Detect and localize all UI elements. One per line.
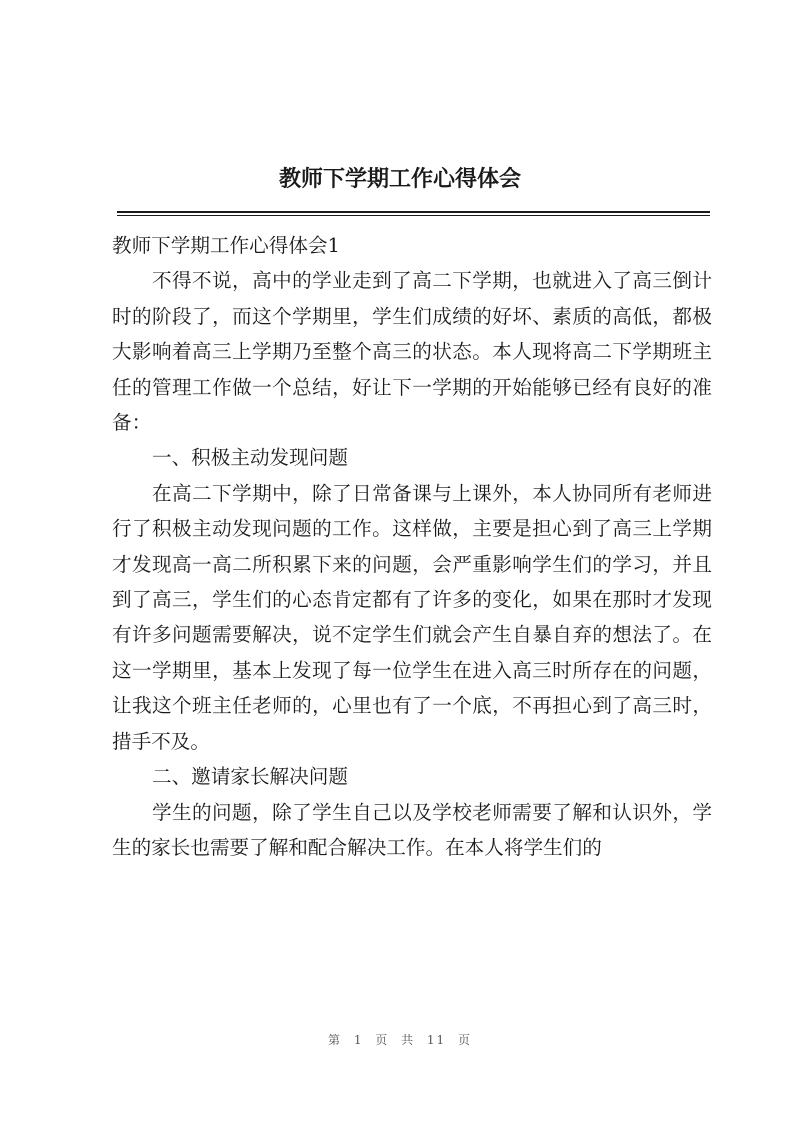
heading-2: 二、邀请家长解决问题 — [152, 765, 348, 789]
paragraph-1: 在高二下学期中，除了日常备课与上课外，本人协同所有老师进行了积极主动发现问题的工作。这样做，主要是担心到了高三上学期才发现高一高二所积累下来的问题，会严重影响学生们的学习，并且到了高三，学生们的心态肯定都有了许多的变化，如果在那时才发现有许多问题需要解决，说不定学生们就会产生自暴自弃的想法了。在这一学期里，基本上发现了每一位学生在进入高三时所存在的问题，让我这个班主任老师的，心里也有了一个底，不再担心到了高三时，措手不及。 — [112, 481, 712, 753]
page-footer: 第 1 页 共 11 页 — [328, 1033, 472, 1047]
paragraph-2: 学生的问题，除了学生自己以及学校老师需要了解和认识外，学生的家长也需要了解和配合解决工作。在本人将学生们的 — [112, 800, 712, 859]
section-title: 教师下学期工作心得体会1 — [112, 234, 340, 257]
document-body — [112, 228, 712, 865]
title-divider-thick — [117, 211, 710, 213]
heading-1: 一、积极主动发现问题 — [152, 446, 348, 470]
paragraph-intro: 不得不说，高中的学业走到了高二下学期，也就进入了高三倒计时的阶段了，而这个学期里，学生们成绩的好坏、素质的高低，都极大影响着高三上学期乃至整个高三的状态。本人现将高二下学期班主任的管理工作做一个总结，好让下一学期的开始能够已经有良好的准备： — [112, 269, 712, 435]
title-divider-thin — [117, 215, 710, 216]
document-title: 教师下学期工作心得体会 — [278, 166, 521, 192]
